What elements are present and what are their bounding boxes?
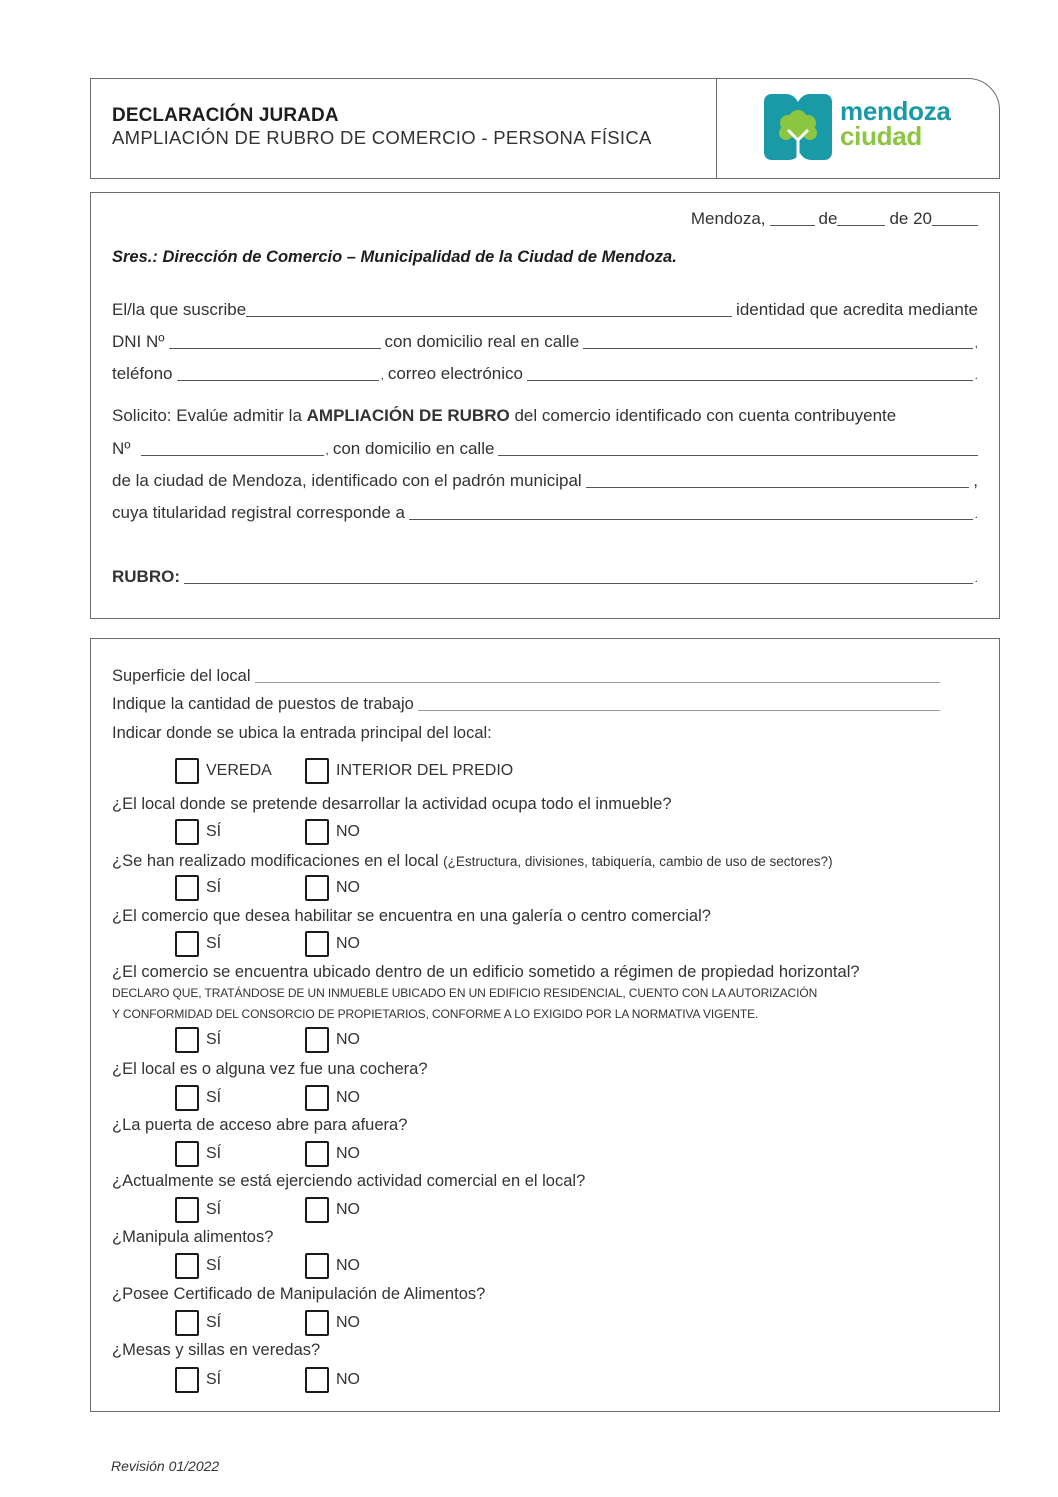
q10-yes[interactable] [175, 1367, 305, 1393]
no-label: NO [336, 1257, 360, 1274]
solicito-suffix: del comercio identificado con cuenta contribuyente [514, 406, 897, 425]
answer-row-9 [175, 1309, 360, 1337]
yes-label: SÍ [206, 1089, 222, 1106]
q9-no-checkbox[interactable] [305, 1310, 329, 1336]
question-1: ¿El local donde se pretende desarrollar la actividad ocupa todo el inmueble? [112, 795, 672, 813]
vereda-label: VEREDA [206, 762, 272, 779]
question-2-aside: (¿Estructura, divisiones, tabiquería, cambio de uso de sectores?) [443, 854, 833, 869]
q7-yes[interactable] [175, 1197, 305, 1223]
line-rubro: RUBRO: . [112, 567, 978, 586]
domicilio-comercio-field[interactable] [498, 455, 978, 456]
domicilio-real-field[interactable] [583, 348, 973, 349]
form-header [90, 78, 1000, 179]
superficie-field[interactable] [255, 682, 941, 683]
telefono-field[interactable] [177, 380, 379, 381]
identity-label: identidad que acredita mediante [736, 300, 978, 319]
q3-yes-checkbox[interactable] [175, 931, 199, 957]
page-subtitle: AMPLIACIÓN DE RUBRO DE COMERCIO - PERSONA FÍSICA [112, 127, 652, 148]
entrada-options [175, 757, 513, 785]
question-4: ¿El comercio se encuentra ubicado dentro de un edificio sometido a régimen de propiedad horizontal? [112, 963, 860, 981]
q1-no-checkbox[interactable] [305, 819, 329, 845]
q2-no-checkbox[interactable] [305, 875, 329, 901]
line-dni: DNI Nº con domicilio real en calle , [112, 332, 978, 351]
dni-label: DNI Nº [112, 332, 165, 351]
q10-no-checkbox[interactable] [305, 1367, 329, 1393]
nro-label: Nº [112, 439, 131, 458]
domicilio-calle-label: con domicilio en calle [332, 439, 495, 458]
q5-no-checkbox[interactable] [305, 1085, 329, 1111]
logo-wordmark [840, 96, 951, 151]
yes-label: SÍ [206, 879, 222, 896]
answer-row-7 [175, 1196, 360, 1224]
q2-no[interactable] [305, 875, 360, 901]
addressee: Sres.: Dirección de Comercio – Municipalidad de la Ciudad de Mendoza. [112, 248, 677, 266]
question-7: ¿Actualmente se está ejerciendo actividad comercial en el local? [112, 1172, 586, 1190]
puestos-label: Indique la cantidad de puestos de trabajo [112, 695, 414, 713]
logo-line2: ciudad [840, 121, 922, 151]
q2-yes-checkbox[interactable] [175, 875, 199, 901]
yes-label: SÍ [206, 1145, 222, 1162]
yes-label: SÍ [206, 935, 222, 952]
de-label-2: de 20 [889, 209, 932, 228]
revision-label: Revisión 01/2022 [111, 1458, 220, 1474]
line-suscribe [112, 300, 978, 320]
answer-row-1 [175, 818, 360, 846]
q7-no[interactable] [305, 1197, 360, 1223]
q1-yes[interactable] [175, 819, 305, 845]
yes-label: SÍ [206, 823, 222, 840]
puestos-line [112, 695, 944, 714]
ampliacion-bold: AMPLIACIÓN DE RUBRO [306, 406, 510, 425]
q6-no[interactable] [305, 1141, 360, 1167]
q8-yes[interactable] [175, 1253, 305, 1279]
answer-row-4 [175, 1026, 360, 1054]
page-title: DECLARACIÓN JURADA [112, 105, 339, 126]
titularidad-label: cuya titularidad registral corresponde a [112, 503, 405, 522]
checkbox-vereda[interactable] [175, 758, 199, 784]
answer-row-5 [175, 1084, 360, 1112]
q4-no-checkbox[interactable] [305, 1027, 329, 1053]
titularidad-field[interactable] [409, 519, 973, 520]
line-telefono: teléfono , correo electrónico . [112, 364, 978, 383]
q9-no[interactable] [305, 1310, 360, 1336]
q8-no[interactable] [305, 1253, 360, 1279]
q6-yes-checkbox[interactable] [175, 1141, 199, 1167]
month-field[interactable] [837, 225, 885, 226]
line-solicito [112, 406, 978, 426]
question-5: ¿El local es o alguna vez fue una cochera? [112, 1060, 428, 1078]
day-field[interactable] [770, 225, 815, 226]
solicito-label: Solicito: Evalúe admitir la [112, 406, 302, 425]
rubro-label: RUBRO: [112, 567, 180, 586]
question-2-text: ¿Se han realizado modificaciones en el local [112, 852, 439, 870]
declaration-section [90, 192, 1000, 619]
q7-no-checkbox[interactable] [305, 1197, 329, 1223]
question-4-note-1: DECLARO QUE, TRATÁNDOSE DE UN INMUEBLE UBICADO EN UN EDIFICIO RESIDENCIAL, CUENTO CON LA AUTORIZACIÓN [112, 986, 818, 1000]
q6-no-checkbox[interactable] [305, 1141, 329, 1167]
yes-label: SÍ [206, 1314, 222, 1331]
q1-no[interactable] [305, 819, 360, 845]
q5-yes[interactable] [175, 1085, 305, 1111]
padron-field[interactable] [586, 487, 970, 488]
q4-yes[interactable] [175, 1027, 305, 1053]
questionnaire-section [90, 638, 1000, 1412]
answer-row-10 [175, 1366, 360, 1394]
correo-label: correo electrónico [387, 364, 523, 383]
name-field[interactable] [246, 316, 732, 317]
superficie-line [112, 667, 944, 686]
telefono-label: teléfono [112, 364, 173, 383]
no-label: NO [336, 1371, 360, 1388]
question-3: ¿El comercio que desea habilitar se encuentra en una galería o centro comercial? [112, 907, 711, 925]
rubro-field[interactable] [184, 583, 973, 584]
line-padron: de la ciudad de Mendoza, identificado con el padrón municipal , [112, 471, 978, 490]
year-field[interactable] [932, 225, 978, 226]
q7-yes-checkbox[interactable] [175, 1197, 199, 1223]
q8-no-checkbox[interactable] [305, 1253, 329, 1279]
q5-no[interactable] [305, 1085, 360, 1111]
q3-no-checkbox[interactable] [305, 931, 329, 957]
answer-row-6 [175, 1140, 360, 1168]
q4-yes-checkbox[interactable] [175, 1027, 199, 1053]
question-4-note-2: Y CONFORMIDAD DEL CONSORCIO DE PROPIETARIOS, CONFORME A LO EXIGIDO POR LA NORMATIVA VIGENTE. [112, 1007, 759, 1021]
q3-yes[interactable] [175, 931, 305, 957]
question-6: ¿La puerta de acceso abre para afuera? [112, 1116, 408, 1134]
yes-label: SÍ [206, 1201, 222, 1218]
yes-label: SÍ [206, 1031, 222, 1048]
padron-label: de la ciudad de Mendoza, identificado con el padrón municipal [112, 471, 582, 490]
suscribe-label: El/la que suscribe [112, 300, 247, 319]
yes-label: SÍ [206, 1371, 222, 1388]
q4-no[interactable] [305, 1027, 360, 1053]
q10-yes-checkbox[interactable] [175, 1367, 199, 1393]
no-label: NO [336, 1145, 360, 1162]
q3-no[interactable] [305, 931, 360, 957]
yes-label: SÍ [206, 1257, 222, 1274]
superficie-label: Superficie del local [112, 667, 251, 685]
no-label: NO [336, 935, 360, 952]
option-interior-predio[interactable] [305, 758, 513, 784]
question-9: ¿Posee Certificado de Manipulación de Alimentos? [112, 1285, 486, 1303]
q5-yes-checkbox[interactable] [175, 1085, 199, 1111]
no-label: NO [336, 1031, 360, 1048]
no-label: NO [336, 1089, 360, 1106]
question-10: ¿Mesas y sillas en veredas? [112, 1341, 321, 1359]
line-titularidad: cuya titularidad registral corresponde a . [112, 503, 978, 522]
answer-row-3 [175, 930, 360, 958]
domicilio-real-label: con domicilio real en calle [384, 332, 580, 351]
question-2 [112, 851, 833, 872]
entrada-label: Indicar donde se ubica la entrada principal del local: [112, 724, 492, 742]
q2-yes[interactable] [175, 875, 305, 901]
mendoza-m-tree-logo-icon [764, 94, 832, 160]
cuenta-contribuyente-field[interactable] [141, 455, 324, 456]
q6-yes[interactable] [175, 1141, 305, 1167]
header-title-area [91, 79, 717, 178]
question-8: ¿Manipula alimentos? [112, 1228, 274, 1246]
puestos-field[interactable] [418, 710, 940, 711]
logo [717, 79, 999, 178]
no-label: NO [336, 823, 360, 840]
correo-field[interactable] [527, 380, 973, 381]
de-label-1: de [818, 209, 838, 228]
checkbox-interior-predio[interactable] [305, 758, 329, 784]
city-label: Mendoza, [690, 209, 766, 228]
q1-yes-checkbox[interactable] [175, 819, 199, 845]
no-label: NO [336, 879, 360, 896]
answer-row-2 [175, 874, 360, 902]
interior-predio-label: INTERIOR DEL PREDIO [336, 762, 514, 779]
q9-yes[interactable] [175, 1310, 305, 1336]
date-line [112, 209, 978, 229]
no-label: NO [336, 1201, 360, 1218]
option-vereda[interactable] [175, 758, 305, 784]
line-cuenta: Nº , con domicilio en calle [112, 439, 978, 460]
q10-no[interactable] [305, 1367, 360, 1393]
no-label: NO [336, 1314, 360, 1331]
q9-yes-checkbox[interactable] [175, 1310, 199, 1336]
q8-yes-checkbox[interactable] [175, 1253, 199, 1279]
dni-field[interactable] [169, 348, 381, 349]
logo-line1: mendoza [840, 96, 951, 126]
answer-row-8 [175, 1252, 360, 1280]
